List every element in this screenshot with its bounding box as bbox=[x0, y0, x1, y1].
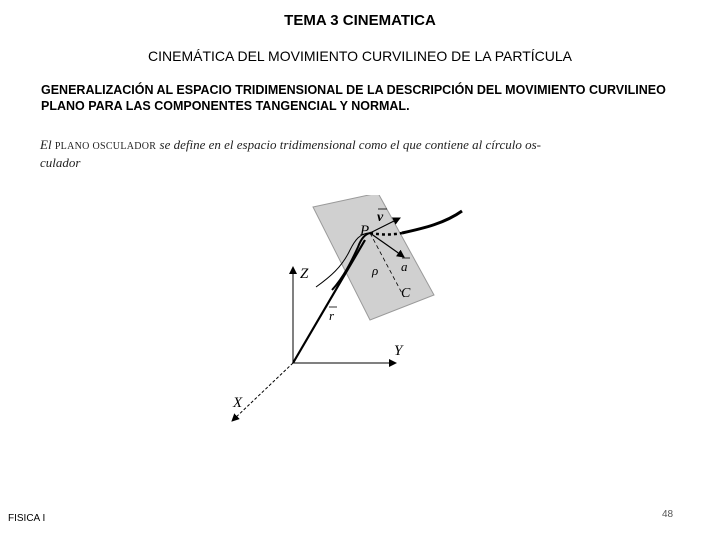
velocity-label: v bbox=[377, 210, 384, 225]
intro-text-rest: se define en el espacio tridimensional como el que contiene al círculo os- bbox=[159, 137, 541, 152]
rho-label: ρ bbox=[372, 263, 379, 278]
center-c-label: C bbox=[401, 286, 411, 301]
intro-text-end: culador bbox=[40, 155, 81, 170]
point-p-label: P bbox=[360, 223, 370, 239]
osculating-plane bbox=[313, 195, 434, 320]
slide-subtitle: CINEMÁTICA DEL MOVIMIENTO CURVILINEO DE LA PARTÍCULA bbox=[148, 48, 572, 64]
trajectory-upper bbox=[402, 211, 462, 233]
z-axis-label: Z bbox=[300, 266, 309, 282]
x-axis bbox=[232, 363, 293, 421]
x-axis-label: X bbox=[233, 395, 243, 411]
intro-text-start: El bbox=[40, 137, 52, 152]
intro-term: PLANO OSCULADOR bbox=[54, 141, 157, 152]
osculating-plane-figure bbox=[220, 195, 480, 430]
page-number: 48 bbox=[662, 509, 674, 520]
course-label: FISICA I bbox=[8, 513, 46, 524]
section-heading-line-2: PLANO PARA LAS COMPONENTES TANGENCIAL Y NORMAL. bbox=[41, 99, 410, 113]
section-heading bbox=[41, 82, 701, 114]
section-heading-line-1: GENERALIZACIÓN AL ESPACIO TRIDIMENSIONAL DE LA DESCRIPCIÓN DEL MOVIMIENTO CURVILINEO bbox=[41, 83, 666, 97]
slide-title: TEMA 3 CINEMATICA bbox=[284, 12, 436, 29]
acceleration-label: a bbox=[401, 259, 408, 274]
intro-text bbox=[40, 136, 680, 170]
position-vector bbox=[293, 240, 365, 363]
position-r-label: r bbox=[329, 308, 335, 323]
y-axis-label: Y bbox=[394, 343, 403, 359]
